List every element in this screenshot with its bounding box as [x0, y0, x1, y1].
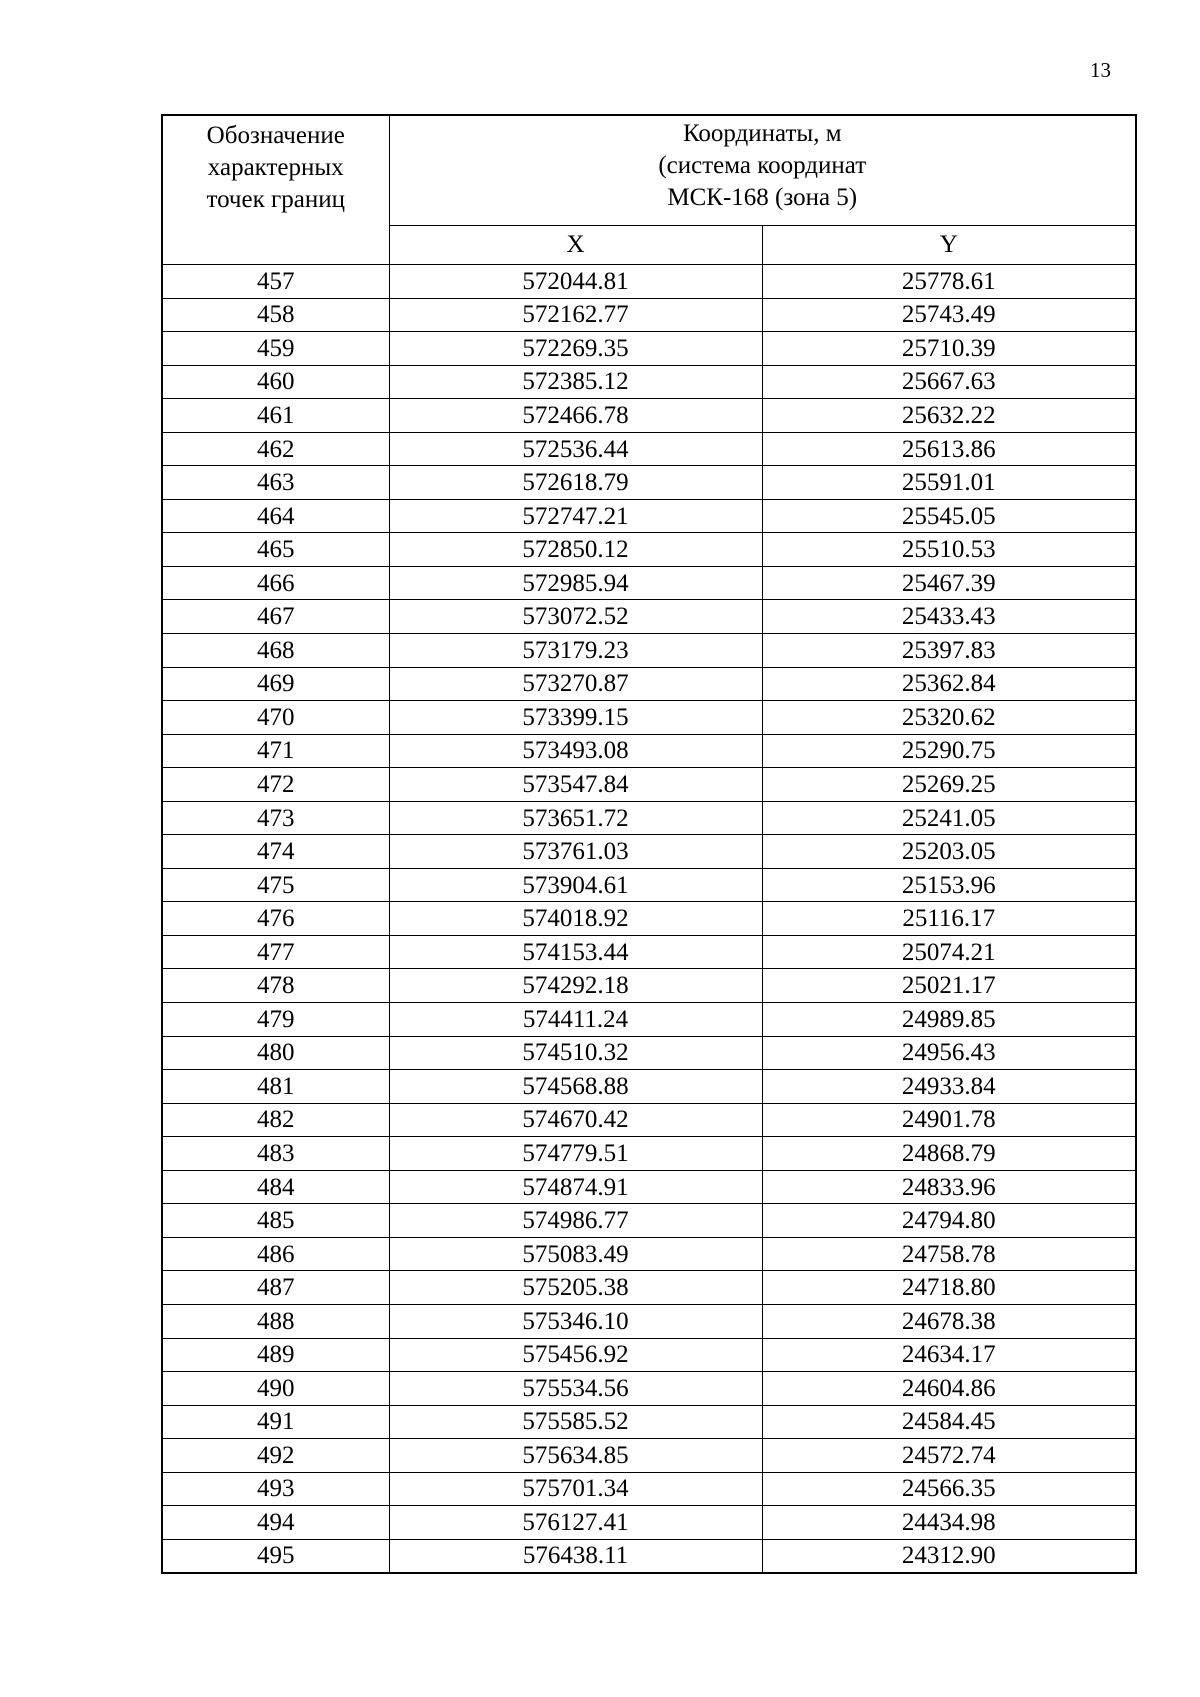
table-row [162, 600, 1136, 634]
table-row [162, 499, 1136, 533]
point-cell: 465 [162, 533, 389, 567]
table-row [162, 265, 1136, 299]
y-coordinate-cell: 25743.49 [762, 298, 1136, 332]
x-coordinate-cell: 574986.77 [389, 1204, 762, 1238]
x-coordinate-cell: 572747.21 [389, 499, 762, 533]
coords-header-line-2: (система координат [658, 152, 867, 179]
x-coordinate-cell: 573904.61 [389, 868, 762, 902]
table-row [162, 1338, 1136, 1372]
point-cell: 475 [162, 868, 389, 902]
point-cell: 462 [162, 432, 389, 466]
point-cell: 464 [162, 499, 389, 533]
point-cell: 476 [162, 902, 389, 936]
y-coordinate-cell: 24794.80 [762, 1204, 1136, 1238]
table-row [162, 734, 1136, 768]
y-coordinate-cell: 25153.96 [762, 868, 1136, 902]
x-coordinate-cell: 573179.23 [389, 634, 762, 668]
point-cell: 491 [162, 1405, 389, 1439]
x-coordinate-cell: 573072.52 [389, 600, 762, 634]
y-coordinate-cell: 24434.98 [762, 1506, 1136, 1540]
y-coordinate-cell: 24901.78 [762, 1103, 1136, 1137]
y-column-header: Y [762, 226, 1136, 265]
table-row [162, 1170, 1136, 1204]
point-cell: 487 [162, 1271, 389, 1305]
y-coordinate-cell: 25290.75 [762, 734, 1136, 768]
table-row [162, 298, 1136, 332]
x-coordinate-cell: 574411.24 [389, 1003, 762, 1037]
point-cell: 488 [162, 1304, 389, 1338]
point-cell: 466 [162, 566, 389, 600]
y-coordinate-cell: 25591.01 [762, 466, 1136, 500]
y-coordinate-cell: 25320.62 [762, 701, 1136, 735]
point-cell: 461 [162, 399, 389, 433]
y-coordinate-cell: 25667.63 [762, 365, 1136, 399]
y-coordinate-cell: 25241.05 [762, 801, 1136, 835]
point-designation-header [162, 115, 389, 265]
x-coordinate-cell: 575083.49 [389, 1237, 762, 1271]
x-coordinate-cell: 575534.56 [389, 1372, 762, 1406]
point-cell: 471 [162, 734, 389, 768]
table-row [162, 801, 1136, 835]
y-coordinate-cell: 25362.84 [762, 667, 1136, 701]
point-cell: 457 [162, 265, 389, 299]
x-coordinate-cell: 574292.18 [389, 969, 762, 1003]
y-coordinate-cell: 25510.53 [762, 533, 1136, 567]
table-row [162, 1539, 1136, 1573]
x-coordinate-cell: 575205.38 [389, 1271, 762, 1305]
point-cell: 482 [162, 1103, 389, 1137]
x-coordinate-cell: 574510.32 [389, 1036, 762, 1070]
y-coordinate-cell: 25203.05 [762, 835, 1136, 869]
table-row [162, 1070, 1136, 1104]
x-coordinate-cell: 575456.92 [389, 1338, 762, 1372]
table-row [162, 902, 1136, 936]
y-coordinate-cell: 25467.39 [762, 566, 1136, 600]
x-coordinate-cell: 575634.85 [389, 1439, 762, 1473]
point-header-line-3: точек границ [206, 186, 345, 213]
y-coordinate-cell: 24572.74 [762, 1439, 1136, 1473]
point-cell: 472 [162, 768, 389, 802]
x-coordinate-cell: 574779.51 [389, 1137, 762, 1171]
x-coordinate-cell: 573399.15 [389, 701, 762, 735]
table-row [162, 1472, 1136, 1506]
x-coordinate-cell: 572536.44 [389, 432, 762, 466]
x-coordinate-cell: 572985.94 [389, 566, 762, 600]
point-cell: 460 [162, 365, 389, 399]
y-coordinate-cell: 25269.25 [762, 768, 1136, 802]
x-coordinate-cell: 572162.77 [389, 298, 762, 332]
point-header-line-1: Обозначение [206, 122, 345, 149]
table-row [162, 1271, 1136, 1305]
table-row [162, 935, 1136, 969]
page-number: 13 [1090, 58, 1111, 82]
coords-header-line-1: Координаты, м [682, 120, 842, 147]
table-row [162, 667, 1136, 701]
x-coordinate-cell: 576438.11 [389, 1539, 762, 1573]
table-row [162, 466, 1136, 500]
x-coordinate-cell: 575585.52 [389, 1405, 762, 1439]
point-cell: 485 [162, 1204, 389, 1238]
y-coordinate-cell: 24312.90 [762, 1539, 1136, 1573]
point-cell: 467 [162, 600, 389, 634]
point-cell: 478 [162, 969, 389, 1003]
y-coordinate-cell: 24989.85 [762, 1003, 1136, 1037]
x-coordinate-cell: 573493.08 [389, 734, 762, 768]
y-coordinate-cell: 25397.83 [762, 634, 1136, 668]
table-row [162, 1003, 1136, 1037]
table-header [162, 115, 1136, 265]
table-row [162, 365, 1136, 399]
point-cell: 484 [162, 1170, 389, 1204]
point-cell: 470 [162, 701, 389, 735]
point-cell: 481 [162, 1070, 389, 1104]
point-cell: 493 [162, 1472, 389, 1506]
y-coordinate-cell: 25710.39 [762, 332, 1136, 366]
x-coordinate-cell: 573547.84 [389, 768, 762, 802]
x-coordinate-cell: 574568.88 [389, 1070, 762, 1104]
point-header-line-2: характерных [207, 154, 344, 181]
x-coordinate-cell: 572466.78 [389, 399, 762, 433]
table-row [162, 566, 1136, 600]
point-cell: 486 [162, 1237, 389, 1271]
x-coordinate-cell: 573761.03 [389, 835, 762, 869]
x-column-header: X [389, 226, 762, 265]
x-coordinate-cell: 572044.81 [389, 265, 762, 299]
y-coordinate-cell: 24566.35 [762, 1472, 1136, 1506]
x-coordinate-cell: 574018.92 [389, 902, 762, 936]
point-cell: 468 [162, 634, 389, 668]
table-row [162, 1405, 1136, 1439]
table-row [162, 969, 1136, 1003]
table-row [162, 432, 1136, 466]
x-coordinate-cell: 574153.44 [389, 935, 762, 969]
x-coordinate-cell: 572269.35 [389, 332, 762, 366]
point-cell: 494 [162, 1506, 389, 1540]
point-cell: 463 [162, 466, 389, 500]
point-cell: 480 [162, 1036, 389, 1070]
table-row [162, 399, 1136, 433]
coordinates-table [161, 114, 1137, 1574]
x-coordinate-cell: 572850.12 [389, 533, 762, 567]
table-row [162, 533, 1136, 567]
point-cell: 490 [162, 1372, 389, 1406]
y-coordinate-cell: 25778.61 [762, 265, 1136, 299]
y-coordinate-cell: 24933.84 [762, 1070, 1136, 1104]
point-cell: 473 [162, 801, 389, 835]
point-cell: 469 [162, 667, 389, 701]
table-row [162, 1137, 1136, 1171]
table-row [162, 332, 1136, 366]
table-row [162, 1506, 1136, 1540]
y-coordinate-cell: 24956.43 [762, 1036, 1136, 1070]
table-row [162, 768, 1136, 802]
coords-header-line-3: МСК-168 (зона 5) [667, 184, 858, 211]
point-cell: 459 [162, 332, 389, 366]
x-coordinate-cell: 572618.79 [389, 466, 762, 500]
y-coordinate-cell: 25632.22 [762, 399, 1136, 433]
table-row [162, 1439, 1136, 1473]
x-coordinate-cell: 573270.87 [389, 667, 762, 701]
table-row [162, 868, 1136, 902]
y-coordinate-cell: 25433.43 [762, 600, 1136, 634]
y-coordinate-cell: 24868.79 [762, 1137, 1136, 1171]
point-cell: 483 [162, 1137, 389, 1171]
y-coordinate-cell: 24604.86 [762, 1372, 1136, 1406]
point-cell: 477 [162, 935, 389, 969]
coordinates-header [389, 115, 1136, 226]
y-coordinate-cell: 25074.21 [762, 935, 1136, 969]
y-coordinate-cell: 25613.86 [762, 432, 1136, 466]
table-row [162, 1237, 1136, 1271]
y-coordinate-cell: 24833.96 [762, 1170, 1136, 1204]
y-coordinate-cell: 24584.45 [762, 1405, 1136, 1439]
point-cell: 495 [162, 1539, 389, 1573]
y-coordinate-cell: 24678.38 [762, 1304, 1136, 1338]
table-row [162, 634, 1136, 668]
y-coordinate-cell: 24634.17 [762, 1338, 1136, 1372]
table-row [162, 1304, 1136, 1338]
point-cell: 479 [162, 1003, 389, 1037]
table-row [162, 1372, 1136, 1406]
table-row [162, 1036, 1136, 1070]
table-row [162, 1103, 1136, 1137]
point-cell: 492 [162, 1439, 389, 1473]
point-cell: 458 [162, 298, 389, 332]
table-body [162, 265, 1136, 1573]
x-coordinate-cell: 574874.91 [389, 1170, 762, 1204]
x-coordinate-cell: 576127.41 [389, 1506, 762, 1540]
x-coordinate-cell: 575346.10 [389, 1304, 762, 1338]
y-coordinate-cell: 24718.80 [762, 1271, 1136, 1305]
table-row [162, 1204, 1136, 1238]
y-coordinate-cell: 25116.17 [762, 902, 1136, 936]
x-coordinate-cell: 572385.12 [389, 365, 762, 399]
x-coordinate-cell: 573651.72 [389, 801, 762, 835]
table-row [162, 701, 1136, 735]
point-cell: 474 [162, 835, 389, 869]
y-coordinate-cell: 24758.78 [762, 1237, 1136, 1271]
y-coordinate-cell: 25021.17 [762, 969, 1136, 1003]
table-row [162, 835, 1136, 869]
point-cell: 489 [162, 1338, 389, 1372]
x-coordinate-cell: 574670.42 [389, 1103, 762, 1137]
x-coordinate-cell: 575701.34 [389, 1472, 762, 1506]
y-coordinate-cell: 25545.05 [762, 499, 1136, 533]
